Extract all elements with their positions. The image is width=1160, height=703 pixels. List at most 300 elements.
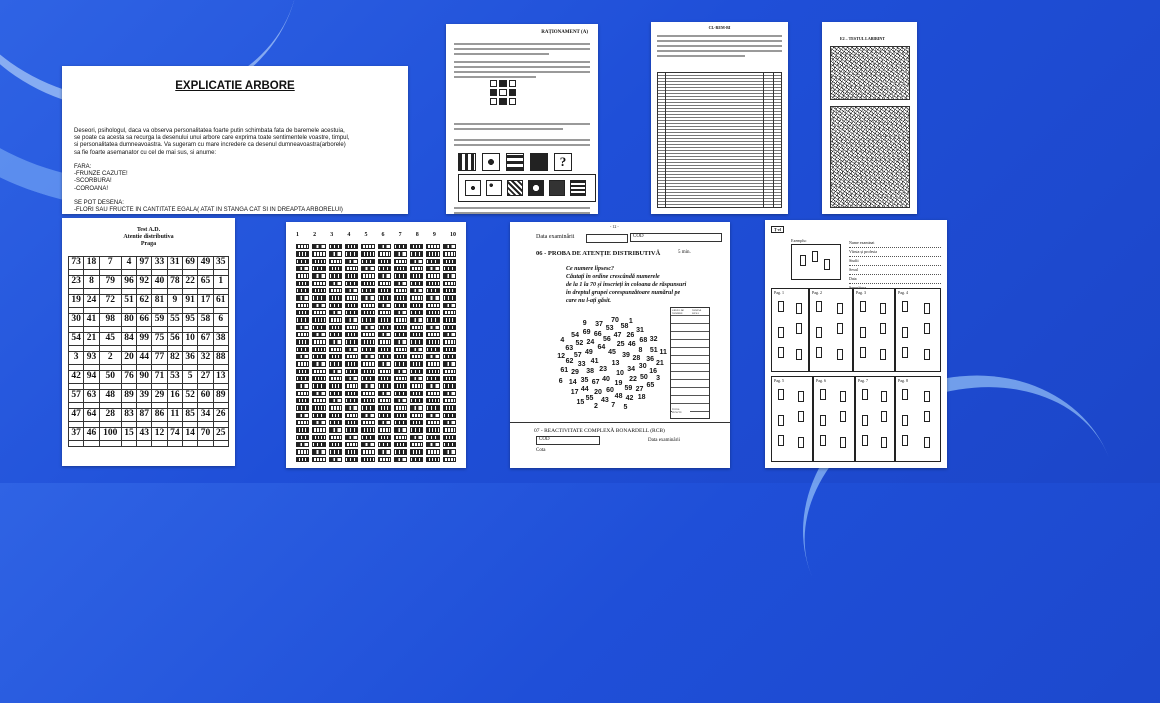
pattern-cell bbox=[394, 339, 407, 344]
examinee-field[interactable]: Sexul bbox=[849, 267, 941, 275]
cloud-number: 13 bbox=[611, 360, 620, 367]
answer-cell[interactable] bbox=[152, 440, 167, 447]
number-cell: 43 bbox=[137, 428, 152, 441]
cloud-number: 1 bbox=[628, 318, 633, 326]
pattern-cell bbox=[329, 435, 342, 440]
pattern-cell bbox=[345, 288, 358, 293]
answer-page-box bbox=[853, 288, 895, 372]
pattern-cell bbox=[443, 442, 456, 447]
number-cell: 58 bbox=[198, 314, 213, 327]
number-cell: 10 bbox=[183, 333, 198, 346]
pattern-cell bbox=[361, 332, 374, 337]
pattern-cell bbox=[312, 244, 325, 249]
card3-table-col bbox=[773, 72, 774, 208]
pattern-cell bbox=[394, 281, 407, 286]
card-chestionar[interactable] bbox=[651, 22, 788, 214]
pattern-cell bbox=[312, 339, 325, 344]
cloud-number: 26 bbox=[626, 331, 635, 339]
footer-code-field[interactable]: COD bbox=[536, 436, 600, 445]
examinee-field[interactable]: Vârsta și profesia bbox=[849, 249, 941, 257]
pattern-cell bbox=[312, 369, 325, 374]
card1-title: EXPLICATIE ARBORE bbox=[175, 80, 295, 92]
pattern-cell bbox=[426, 449, 439, 454]
pattern-cell bbox=[426, 361, 439, 366]
card1-body-line: -FRUNZE CAZUTE! bbox=[74, 171, 128, 178]
pattern-cell bbox=[296, 361, 309, 366]
pattern-cell bbox=[443, 325, 456, 330]
number-cell: 70 bbox=[198, 428, 213, 441]
answer-cell[interactable] bbox=[213, 440, 228, 447]
number-cell: 32 bbox=[198, 352, 213, 365]
table-row bbox=[69, 409, 229, 422]
footer-name-label: Cota bbox=[536, 448, 546, 453]
pattern-cell bbox=[329, 266, 342, 271]
pattern-cell bbox=[410, 251, 423, 256]
cloud-number: 33 bbox=[577, 361, 586, 369]
pattern-cell bbox=[361, 259, 374, 264]
cylinder-icon bbox=[778, 301, 784, 312]
pattern-cell bbox=[410, 295, 423, 300]
pattern-cell bbox=[378, 244, 391, 249]
cloud-number: 40 bbox=[602, 376, 610, 384]
pattern-cell bbox=[329, 391, 342, 396]
card3-table-col bbox=[763, 72, 764, 208]
number-cell: 8 bbox=[84, 276, 99, 289]
pattern-cell bbox=[378, 405, 391, 410]
number-cell: 40 bbox=[152, 276, 167, 289]
number-cell: 3 bbox=[69, 352, 84, 365]
cylinder-icon bbox=[880, 303, 886, 314]
pattern-cell bbox=[312, 376, 325, 381]
instruction-line-1: Ce numere lipsesc? bbox=[566, 266, 614, 272]
pattern-cell bbox=[345, 317, 358, 322]
pattern-cell bbox=[329, 405, 342, 410]
number-cell: 49 bbox=[198, 257, 213, 270]
pattern-cell bbox=[426, 244, 439, 249]
pattern-cell bbox=[443, 266, 456, 271]
pattern-cell bbox=[394, 435, 407, 440]
number-cell: 81 bbox=[152, 295, 167, 308]
pattern-cell bbox=[426, 398, 439, 403]
cloud-number: 6 bbox=[558, 377, 563, 385]
answer-page-box bbox=[813, 376, 855, 462]
pattern-cell bbox=[410, 332, 423, 337]
number-cell: 30 bbox=[69, 314, 84, 327]
pattern-cell bbox=[329, 295, 342, 300]
card2-middle-text bbox=[454, 120, 590, 133]
number-cell: 45 bbox=[99, 333, 121, 346]
pattern-cell bbox=[312, 398, 325, 403]
corner-label: Ț-el bbox=[771, 226, 784, 233]
pattern-cell bbox=[443, 457, 456, 462]
card-test-atentie-distributiva[interactable] bbox=[62, 218, 235, 466]
card1-body-line: si personalitatea dumneavoastra. Va sugeram cu mare incredere ca desenul dumneavoastra(arborele) bbox=[74, 142, 346, 149]
pattern-cell bbox=[361, 339, 374, 344]
pattern-cell bbox=[312, 413, 325, 418]
pattern-cell bbox=[394, 361, 407, 366]
cylinder-icon bbox=[924, 349, 930, 360]
pattern-cell bbox=[345, 281, 358, 286]
pattern-cell bbox=[378, 317, 391, 322]
number-cell: 36 bbox=[183, 352, 198, 365]
number-cell: 41 bbox=[84, 314, 99, 327]
instruction-line-2: Căutați în ordine crescândă numerele bbox=[566, 274, 660, 280]
cloud-number: 50 bbox=[640, 374, 648, 382]
pattern-cell bbox=[296, 303, 309, 308]
page-label: Pag. 8 bbox=[898, 378, 908, 383]
number-cell: 27 bbox=[198, 371, 213, 384]
pattern-cell bbox=[312, 281, 325, 286]
pattern-cell bbox=[410, 317, 423, 322]
pattern-cell bbox=[426, 317, 439, 322]
cylinder-icon bbox=[860, 327, 866, 338]
cloud-number: 27 bbox=[635, 385, 644, 393]
pattern-cell bbox=[410, 435, 423, 440]
pattern-cell bbox=[410, 310, 423, 315]
page-label: Pag. 5 bbox=[774, 378, 784, 383]
pattern-cell bbox=[345, 325, 358, 330]
pattern-cell bbox=[345, 361, 358, 366]
pattern-cell bbox=[378, 413, 391, 418]
number-cell: 91 bbox=[183, 295, 198, 308]
pattern-cell bbox=[410, 420, 423, 425]
cloud-number: 12 bbox=[557, 352, 565, 360]
pattern-cell bbox=[426, 435, 439, 440]
examinee-field[interactable]: Data bbox=[849, 276, 941, 284]
number-cell: 82 bbox=[167, 352, 182, 365]
code-field[interactable]: COD bbox=[630, 233, 722, 242]
pattern-cell bbox=[426, 339, 439, 344]
cloud-number: 60 bbox=[606, 386, 614, 394]
cloud-number: 42 bbox=[625, 395, 634, 403]
number-cell: 69 bbox=[183, 257, 198, 270]
pattern-cell bbox=[312, 449, 325, 454]
number-cell: 7 bbox=[99, 257, 121, 270]
number-cell: 33 bbox=[152, 257, 167, 270]
pattern-cell bbox=[426, 288, 439, 293]
examinee-field[interactable]: Nume examinat bbox=[849, 240, 941, 248]
cloud-number: 52 bbox=[575, 340, 584, 348]
pattern-cell bbox=[378, 303, 391, 308]
pattern-cell bbox=[443, 361, 456, 366]
pattern-cell bbox=[345, 420, 358, 425]
cloud-number: 28 bbox=[632, 354, 641, 362]
pattern-cell bbox=[443, 295, 456, 300]
number-cell: 12 bbox=[152, 428, 167, 441]
pattern-cell bbox=[345, 339, 358, 344]
pattern-cell bbox=[361, 449, 374, 454]
pattern-cell bbox=[378, 332, 391, 337]
card-explicatie-arbore[interactable] bbox=[62, 66, 408, 214]
cylinder-icon bbox=[881, 411, 887, 422]
pattern-cell bbox=[361, 273, 374, 278]
card2-instructions bbox=[454, 58, 590, 81]
pattern-cell bbox=[394, 303, 407, 308]
pattern-cell bbox=[361, 281, 374, 286]
number-cell: 56 bbox=[167, 333, 182, 346]
card3-header: CL-REM-BI bbox=[708, 25, 731, 30]
pattern-cell bbox=[394, 427, 407, 432]
pattern-cell bbox=[345, 376, 358, 381]
pattern-cell bbox=[361, 376, 374, 381]
cylinder-icon bbox=[798, 411, 804, 422]
answer-cell[interactable] bbox=[121, 440, 136, 447]
pattern-cell bbox=[296, 273, 309, 278]
pattern-cell bbox=[361, 244, 374, 249]
answer-cell[interactable] bbox=[198, 440, 213, 447]
answer-cell[interactable] bbox=[183, 440, 198, 447]
cloud-number: 59 bbox=[624, 385, 633, 393]
pattern-cell bbox=[394, 354, 407, 359]
pattern-cell bbox=[345, 251, 358, 256]
pattern-cell bbox=[329, 449, 342, 454]
pattern-cell bbox=[394, 413, 407, 418]
pattern-cell bbox=[296, 259, 309, 264]
pattern-cell bbox=[296, 266, 309, 271]
pattern-cell bbox=[426, 354, 439, 359]
page-number: - 12 - bbox=[610, 224, 619, 229]
pattern-cell bbox=[296, 310, 309, 315]
number-cell: 88 bbox=[213, 352, 228, 365]
cloud-number: 35 bbox=[580, 376, 589, 384]
pattern-cell bbox=[443, 391, 456, 396]
cloud-number: 23 bbox=[599, 366, 607, 374]
table-row bbox=[69, 333, 229, 346]
pattern-cell bbox=[426, 376, 439, 381]
cloud-number: 57 bbox=[573, 351, 582, 359]
answer-cell[interactable] bbox=[137, 440, 152, 447]
pattern-cell bbox=[410, 325, 423, 330]
time-label: 5 min. bbox=[678, 250, 691, 255]
card2-footer-text bbox=[454, 204, 590, 217]
card-proba-atentie-distributiva[interactable] bbox=[510, 222, 730, 468]
number-cloud bbox=[557, 316, 667, 411]
footer-section-title: 07 - REACTIVITATE COMPLEXĂ BONARDELL (RCB) bbox=[534, 428, 665, 434]
number-cell: 17 bbox=[198, 295, 213, 308]
pattern-cell bbox=[410, 288, 423, 293]
number-cell: 53 bbox=[167, 371, 182, 384]
number-cell: 95 bbox=[183, 314, 198, 327]
number-cell: 67 bbox=[198, 333, 213, 346]
pattern-cell bbox=[345, 273, 358, 278]
pattern-cell bbox=[345, 391, 358, 396]
cloud-number: 22 bbox=[629, 375, 637, 383]
card-test-labirint[interactable] bbox=[822, 22, 917, 214]
answer-cell[interactable] bbox=[167, 440, 182, 447]
pattern-cell bbox=[296, 244, 309, 249]
answer-cell[interactable] bbox=[99, 440, 121, 447]
cylinder-icon bbox=[924, 303, 930, 314]
cylinder-icon bbox=[902, 327, 908, 338]
cylinder-icon bbox=[862, 415, 868, 426]
pattern-cell bbox=[345, 347, 358, 352]
cloud-number: 31 bbox=[636, 327, 644, 335]
cloud-number: 34 bbox=[627, 366, 636, 374]
cloud-number: 46 bbox=[627, 341, 636, 349]
number-cell: 84 bbox=[121, 333, 136, 346]
pattern-cell bbox=[312, 427, 325, 432]
pattern-cell bbox=[361, 383, 374, 388]
cloud-number: 53 bbox=[605, 324, 614, 332]
cloud-number: 68 bbox=[639, 336, 648, 344]
card1-body-line bbox=[74, 193, 400, 200]
page-label: Pag. 4 bbox=[898, 290, 908, 295]
pattern-cell bbox=[312, 405, 325, 410]
table-row bbox=[69, 276, 229, 289]
answer-page-box bbox=[771, 288, 809, 372]
cylinder-icon bbox=[880, 349, 886, 360]
card1-body-line: Deseori, psihologul, daca va observa personalitatea foarte putin schimbata fata de baremele acestuia, bbox=[74, 128, 345, 134]
pattern-cell bbox=[394, 391, 407, 396]
pattern-cell bbox=[361, 266, 374, 271]
cloud-number: 32 bbox=[649, 335, 658, 343]
pattern-cell bbox=[312, 420, 325, 425]
pattern-cell bbox=[361, 427, 374, 432]
pattern-cell bbox=[410, 376, 423, 381]
pattern-grid bbox=[296, 244, 456, 462]
cloud-number: 30 bbox=[638, 363, 647, 371]
card1-body-line: -COROANA! bbox=[74, 185, 109, 192]
pattern-cell bbox=[361, 413, 374, 418]
number-cell: 39 bbox=[137, 390, 152, 403]
number-cell: 79 bbox=[99, 276, 121, 289]
pattern-cell bbox=[378, 369, 391, 374]
cloud-number: 41 bbox=[590, 357, 599, 365]
cloud-number: 61 bbox=[560, 367, 569, 375]
pattern-cell bbox=[296, 325, 309, 330]
number-cell: 98 bbox=[99, 314, 121, 327]
cloud-number: 8 bbox=[638, 346, 643, 354]
pattern-cell bbox=[410, 449, 423, 454]
pattern-cell bbox=[361, 354, 374, 359]
pattern-cell bbox=[426, 325, 439, 330]
number-cell: 61 bbox=[213, 295, 228, 308]
date-field[interactable] bbox=[586, 234, 628, 243]
table-row bbox=[69, 257, 229, 270]
pattern-cell bbox=[394, 383, 407, 388]
pattern-cell bbox=[394, 244, 407, 249]
number-cell: 80 bbox=[121, 314, 136, 327]
cylinder-icon bbox=[798, 437, 804, 448]
pattern-cell bbox=[378, 273, 391, 278]
answer-cell[interactable] bbox=[69, 440, 84, 447]
pattern-cell bbox=[410, 413, 423, 418]
examinee-field[interactable]: Studii bbox=[849, 258, 941, 266]
pattern-cell bbox=[426, 383, 439, 388]
pattern-cell bbox=[394, 376, 407, 381]
pattern-cell bbox=[296, 405, 309, 410]
cloud-number: 29 bbox=[571, 369, 579, 377]
column-number: 1 bbox=[296, 232, 299, 238]
number-cell: 62 bbox=[137, 295, 152, 308]
card-foaie-raspuns[interactable] bbox=[765, 220, 947, 468]
column-number: 6 bbox=[381, 232, 385, 238]
number-cell: 15 bbox=[121, 428, 136, 441]
number-cell: 22 bbox=[183, 276, 198, 289]
pattern-cell bbox=[296, 317, 309, 322]
number-cell: 60 bbox=[198, 390, 213, 403]
cloud-number: 64 bbox=[597, 344, 606, 352]
number-cell: 20 bbox=[121, 352, 136, 365]
pattern-cell bbox=[378, 251, 391, 256]
card1-body-line: FARA: bbox=[74, 164, 92, 171]
pattern-cell bbox=[426, 413, 439, 418]
pattern-cell bbox=[345, 369, 358, 374]
pattern-cell bbox=[345, 442, 358, 447]
cylinder-icon bbox=[902, 389, 908, 400]
pattern-cell bbox=[296, 413, 309, 418]
pattern-cell bbox=[345, 405, 358, 410]
number-cell: 55 bbox=[167, 314, 182, 327]
card2-figure-row bbox=[458, 152, 586, 172]
pattern-cell bbox=[410, 266, 423, 271]
table-row bbox=[69, 352, 229, 365]
cloud-number: 21 bbox=[655, 359, 664, 367]
pattern-cell bbox=[312, 310, 325, 315]
answer-cell[interactable] bbox=[84, 440, 99, 447]
cylinder-icon bbox=[816, 301, 822, 312]
answer-table-head-2: NUMĂR LIPSĂ bbox=[692, 309, 708, 315]
number-cell: 96 bbox=[121, 276, 136, 289]
cloud-number: 65 bbox=[646, 381, 655, 389]
pattern-cell bbox=[394, 317, 407, 322]
cylinder-icon bbox=[902, 435, 908, 446]
cloud-number: 55 bbox=[585, 395, 594, 403]
cylinder-icon bbox=[902, 347, 908, 358]
cloud-number: 3 bbox=[656, 375, 660, 383]
cloud-number: 56 bbox=[603, 336, 611, 344]
pattern-cell bbox=[378, 288, 391, 293]
pattern-cell bbox=[378, 427, 391, 432]
card1-body-line: -SCORBURA! bbox=[74, 178, 112, 185]
pattern-cell bbox=[410, 369, 423, 374]
number-cell: 21 bbox=[84, 333, 99, 346]
card-rationament[interactable] bbox=[446, 24, 598, 214]
card-pattern-grid[interactable] bbox=[286, 222, 466, 468]
number-cell: 44 bbox=[137, 352, 152, 365]
answer-page-box bbox=[809, 288, 853, 372]
pattern-cell bbox=[329, 339, 342, 344]
pattern-cell bbox=[329, 251, 342, 256]
cloud-number: 45 bbox=[608, 348, 616, 356]
number-cell: 71 bbox=[152, 371, 167, 384]
card2-header: RAȚIONAMENT (A) bbox=[541, 30, 588, 35]
card5-title: Test A.D. Atentie distributiva Praga bbox=[123, 227, 174, 247]
number-cell: 34 bbox=[198, 409, 213, 422]
cloud-number: 7 bbox=[611, 401, 616, 409]
pattern-cell bbox=[378, 398, 391, 403]
pattern-cell bbox=[296, 457, 309, 462]
pattern-cell bbox=[378, 361, 391, 366]
pattern-cell bbox=[394, 347, 407, 352]
pattern-cell bbox=[378, 449, 391, 454]
card1-body-line: se poate ca acesta sa recurga la desenului unui arbore care exprima toate sentimentele voastre, timpul, bbox=[74, 135, 350, 142]
pattern-cell bbox=[443, 405, 456, 410]
pattern-cell bbox=[296, 376, 309, 381]
cylinder-icon bbox=[796, 303, 802, 314]
pattern-cell bbox=[410, 354, 423, 359]
pattern-cell bbox=[329, 244, 342, 249]
cylinder-icon bbox=[798, 391, 804, 402]
pattern-cell bbox=[296, 339, 309, 344]
pattern-cell bbox=[329, 427, 342, 432]
cloud-number: 58 bbox=[620, 323, 629, 331]
pattern-cell bbox=[443, 244, 456, 249]
number-cell: 85 bbox=[183, 409, 198, 422]
card2-intro-text bbox=[454, 40, 590, 58]
pattern-cell bbox=[312, 391, 325, 396]
cloud-number: 10 bbox=[616, 370, 624, 378]
